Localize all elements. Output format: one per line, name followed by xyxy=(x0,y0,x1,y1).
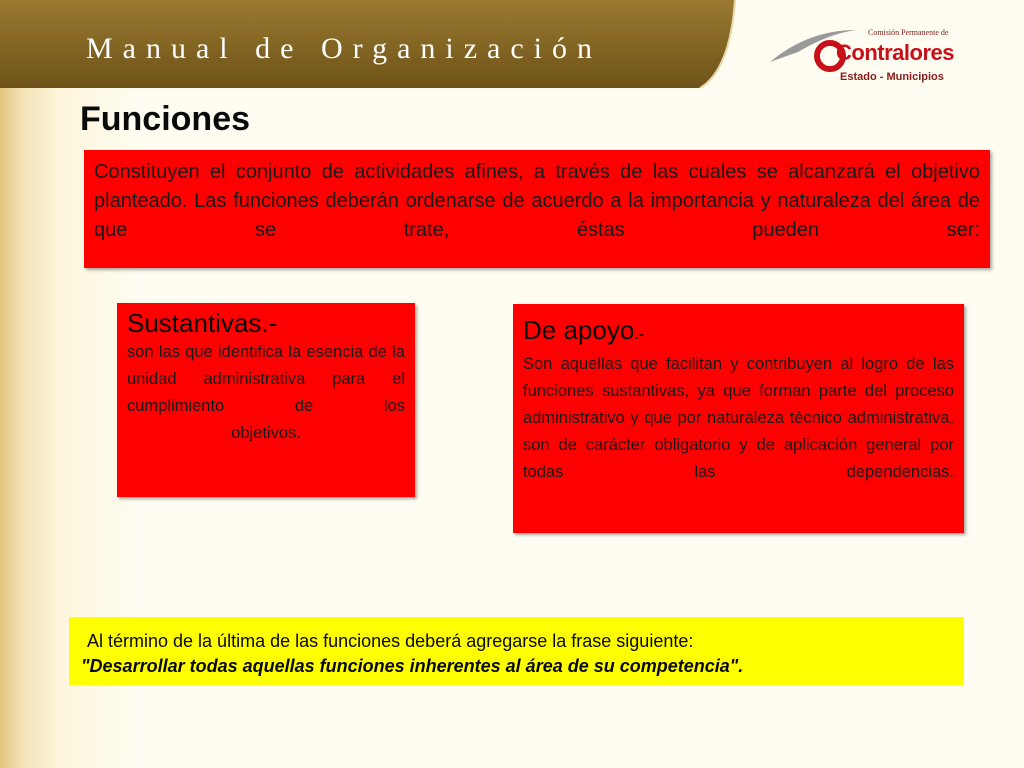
apoyo-body: Son aquellas que facilitan y contribuyen al logro de las funciones sustantivas, ya que forman parte del proceso administrativo y que por naturaleza técnico administrativa, son de carácter obligatorio y de aplicación general por todas las dependencias. xyxy=(523,355,954,481)
logo-small-text: Comisión Permanente de xyxy=(868,28,949,37)
intro-text: Constituyen el conjunto de actividades afines, a través de las cuales se alcanzará el objetivo planteado. Las funciones deberán ordenarse de acuerdo a la importancia y naturaleza del área de que se trate, éstas pueden ser: xyxy=(94,161,980,241)
sustantivas-body-text: son las que identifica la esencia de la unidad administrativa para el cumplimiento de los xyxy=(127,343,405,415)
page-title: Funciones xyxy=(80,100,251,138)
logo-brand-text: Contralores xyxy=(836,40,954,65)
note-line2: "Desarrollar todas aquellas funciones inherentes al área de su competencia". xyxy=(81,656,744,676)
apoyo-heading xyxy=(523,314,954,351)
apoyo-heading-suffix: .- xyxy=(634,326,645,343)
sustantivas-body-last: objetivos. xyxy=(231,424,301,442)
apoyo-box xyxy=(513,304,964,533)
sustantivas-heading: Sustantivas.- xyxy=(127,308,278,338)
sustantivas-box xyxy=(117,303,415,497)
note-line1: Al término de la última de las funciones deberá agregarse la frase siguiente: xyxy=(87,631,694,651)
sustantivas-body xyxy=(127,339,405,447)
apoyo-heading-text: De apoyo xyxy=(523,315,635,345)
logo-sub-text: Estado - Municipios xyxy=(840,71,944,83)
header-title: Manual de Organización xyxy=(86,32,603,65)
note-box xyxy=(69,617,964,685)
intro-box xyxy=(84,150,990,268)
